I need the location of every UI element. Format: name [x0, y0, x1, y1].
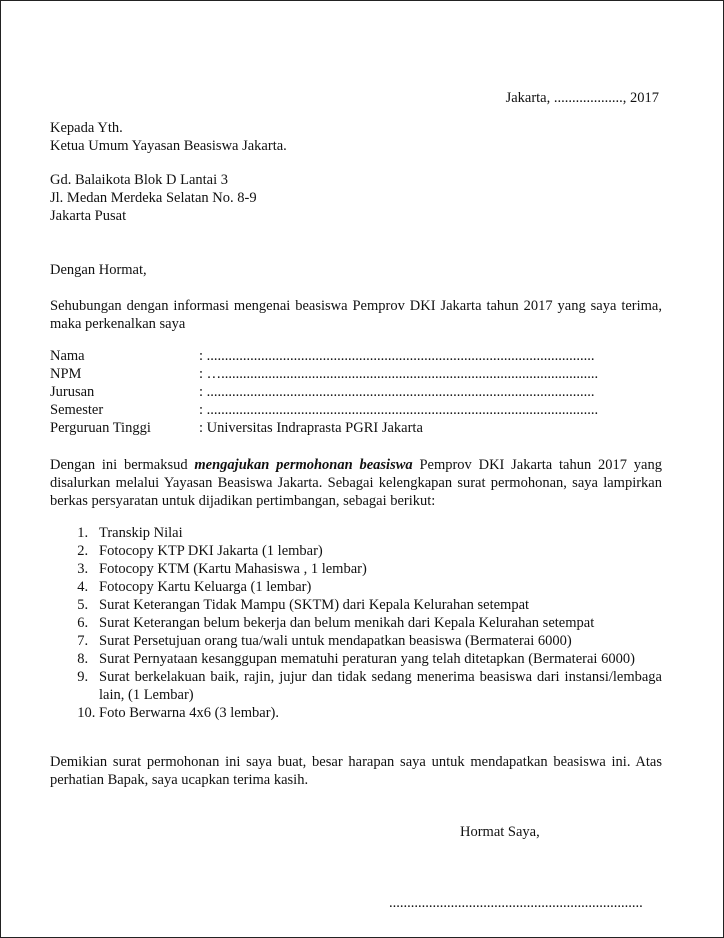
list-text: Surat Persetujuan orang tua/wali untuk mendapatkan beasiswa (Bermaterai 6000) — [99, 633, 572, 649]
list-item — [50, 524, 662, 542]
list-number: 8. — [77, 651, 89, 667]
field-value: : …........................................................................................................ — [199, 366, 599, 382]
field-row — [50, 383, 598, 401]
list-item — [50, 632, 662, 650]
list-number: 4. — [77, 579, 89, 595]
list-number: 6. — [77, 615, 89, 631]
list-item — [50, 704, 662, 722]
recipient-block — [50, 119, 287, 155]
list-number: 10. — [77, 705, 96, 721]
field-label: Semester — [50, 402, 104, 418]
field-label: Perguruan Tinggi — [50, 420, 151, 436]
list-text: Foto Berwarna 4x6 (3 lembar). — [99, 705, 279, 721]
address-line: Jl. Medan Merdeka Selatan No. 8-9 — [50, 190, 257, 206]
intro-paragraph: Sehubungan dengan informasi mengenai beasiswa Pemprov DKI Jakarta tahun 2017 yang saya terima, maka perkenalkan saya — [50, 298, 662, 332]
list-text: Transkip Nilai — [99, 525, 183, 541]
list-item — [50, 542, 662, 560]
signature-line: ...................................................................... — [389, 895, 643, 911]
request-text-before: Dengan ini bermaksud — [50, 457, 195, 473]
field-row — [50, 401, 598, 419]
closing-paragraph: Demikian surat permohonan ini saya buat, besar harapan saya untuk mendapatkan beasiswa ini. Atas perhatian Bapak, saya ucapkan terima kasih. — [50, 754, 662, 788]
request-text-after: Pemprov DKI Jakarta tahun 2017 yang disalurkan melalui Yayasan Beasiswa Jakarta. Sebagai kelengkapan surat permohonan, saya lampirkan berkas persyaratan untuk dijadikan pertimbangan, sebagai berikut: — [50, 457, 662, 509]
field-value: : ........................................................................................................... — [199, 348, 595, 364]
greeting: Dengan Hormat, — [50, 262, 147, 278]
list-text: Fotocopy KTP DKI Jakarta (1 lembar) — [99, 543, 323, 559]
field-row — [50, 419, 598, 437]
field-label: NPM — [50, 366, 82, 382]
list-number: 5. — [77, 597, 89, 613]
list-item — [50, 668, 662, 704]
address-line: Jakarta Pusat — [50, 208, 127, 224]
requirements-list — [50, 524, 662, 722]
list-number: 9. — [77, 669, 89, 685]
field-row — [50, 347, 598, 365]
request-paragraph — [50, 456, 662, 510]
list-text: Fotocopy KTM (Kartu Mahasiswa , 1 lembar) — [99, 561, 367, 577]
list-item — [50, 578, 662, 596]
field-value: : ........................................................................................................... — [199, 384, 595, 400]
identity-fields — [50, 347, 598, 437]
field-label: Jurusan — [50, 384, 95, 400]
address-line: Gd. Balaikota Blok D Lantai 3 — [50, 172, 228, 188]
list-text: Surat berkelakuan baik, rajin, jujur dan tidak sedang menerima beasiswa dari instansi/lembaga lain, (1 Lembar) — [99, 669, 662, 703]
list-number: 1. — [77, 525, 89, 541]
field-row — [50, 365, 598, 383]
list-item — [50, 650, 662, 668]
field-value: : ............................................................................................................ — [199, 402, 599, 418]
list-number: 2. — [77, 543, 89, 559]
list-text: Surat Pernyataan kesanggupan mematuhi peraturan yang telah ditetapkan (Bermaterai 6000) — [99, 651, 635, 667]
recipient-line: Kepada Yth. — [50, 120, 123, 136]
closing-salutation: Hormat Saya, — [460, 824, 540, 840]
place-date: Jakarta, ..................., 2017 — [505, 90, 659, 106]
list-text: Surat Keterangan Tidak Mampu (SKTM) dari Kepala Kelurahan setempat — [99, 597, 530, 613]
list-number: 3. — [77, 561, 89, 577]
address-block — [50, 171, 257, 225]
list-item — [50, 560, 662, 578]
list-number: 7. — [77, 633, 89, 649]
field-label: Nama — [50, 348, 85, 364]
list-item — [50, 596, 662, 614]
field-value: : Universitas Indraprasta PGRI Jakarta — [199, 420, 423, 436]
recipient-line: Ketua Umum Yayasan Beasiswa Jakarta. — [50, 138, 287, 154]
list-text: Fotocopy Kartu Keluarga (1 lembar) — [99, 579, 312, 595]
list-text: Surat Keterangan belum bekerja dan belum menikah dari Kepala Kelurahan setempat — [99, 615, 595, 631]
list-item — [50, 614, 662, 632]
request-emphasis: mengajukan permohonan beasiswa — [194, 457, 413, 473]
